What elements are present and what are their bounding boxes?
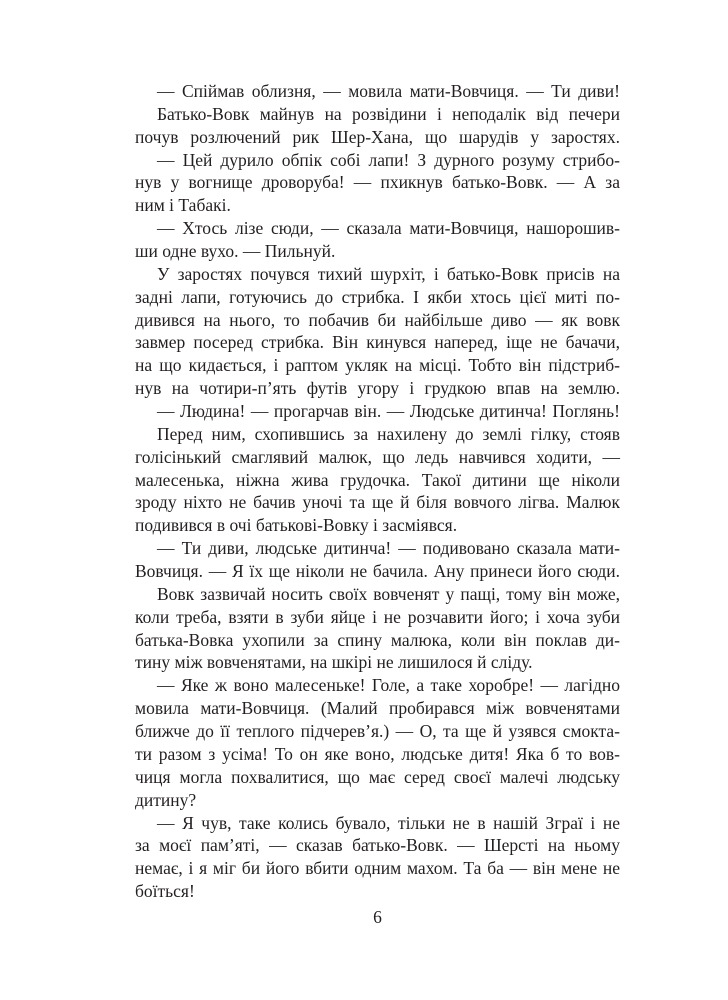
paragraph	[135, 263, 620, 400]
paragraph	[135, 149, 620, 218]
text-line: почув розлючений рик Шер-Хана, що шарудів у заростях.	[135, 126, 620, 147]
paragraph	[135, 80, 620, 103]
text-line: боїться!	[135, 881, 195, 902]
text-line: завмер посеред стрибка. Він кинувся наперед, іще не бачачи,	[135, 332, 620, 353]
text-line: немає, і я міг би його вбити одним махом. Та ба — він мене не	[135, 858, 620, 879]
text-line: на що кидається, і раптом укляк на місці. Тобто він підстриб-	[135, 355, 620, 376]
paragraph	[135, 103, 620, 149]
text-line: мовила мати-Вовчиця. (Малий пробирався між вовченятами	[135, 698, 620, 719]
paragraph	[135, 812, 620, 903]
text-line: подивився в очі батькові-Вовку і засміявся.	[135, 515, 458, 536]
text-line: батька-Вовка ухопили за спину малюка, коли він поклав ди-	[135, 629, 620, 650]
text-line: тину між вовченятами, на шкірі не лишилося й сліду.	[135, 652, 533, 673]
text-line: ним і Табакі.	[135, 195, 231, 216]
text-line: — Яке ж воно малесеньке! Голе, а таке хоробре! — лагідно	[157, 675, 620, 696]
text-line: малесенька, ніжна жива грудочка. Такої дитини ще ніколи	[135, 469, 620, 490]
text-line: коли треба, взяти в зуби яйце і не розчавити його; і хоча зуби	[135, 606, 620, 627]
paragraph	[135, 423, 620, 537]
text-line: за моєї пам’яті, — сказав батько-Вовк. — Шерсті на ньому	[135, 835, 620, 856]
text-line: — Спіймав облизня, — мовила мати-Вовчиця. — Ти диви!	[157, 81, 620, 101]
paragraph	[135, 674, 620, 811]
text-line: голісінький смаглявий малюк, що ледь навчився ходити, —	[135, 446, 620, 467]
text-line: — Я чув, таке колись бувало, тільки не в нашій Зграї і не	[157, 812, 620, 833]
text-line: Перед ним, схопившись за нахилену до землі гілку, стояв	[157, 423, 620, 444]
text-line: — Ти диви, людське дитинча! — подивовано сказала мати-	[157, 538, 620, 559]
text-line: нув у вогнище дроворуба! — пхикнув батько-Вовк. — А за	[135, 172, 620, 193]
text-line: ти разом з усіма! То он яке воно, людське дитя! Яка б то вов-	[135, 743, 620, 764]
text-line: — Хтось лізе сюди, — сказала мати-Вовчиця, нашорошив-	[157, 218, 620, 239]
text-line: — Цей дурило обпік собі лапи! З дурного розуму стрибо-	[157, 149, 620, 170]
body-text	[135, 80, 620, 903]
paragraph	[135, 583, 620, 674]
text-line: дитину?	[135, 789, 197, 810]
text-line: Вовк зазвичай носить своїх вовченят у пащі, тому він може,	[157, 583, 620, 604]
text-line: Батько-Вовк майнув на розвідини і неподалік від печери	[157, 103, 620, 124]
paragraph	[135, 537, 620, 583]
text-line: дивився на нього, то побачив би найбільше диво — як вовк	[135, 309, 620, 330]
text-line: Вовчиця. — Я їх ще ніколи не бачила. Ану принеси його сюди.	[135, 561, 620, 582]
paragraph	[135, 400, 620, 423]
text-line: нув на чотири-п’ять футів угору і грудкою впав на землю.	[135, 378, 620, 399]
text-line: чиця могла похвалитися, що має серед своєї малечі людську	[135, 766, 620, 787]
text-line: — Людина! — прогарчав він. — Людське дитинча! Поглянь!	[157, 401, 620, 422]
paragraph	[135, 217, 620, 263]
text-line: ближче до її теплого підчерев’я.) — О, та ще й узявся смокта-	[135, 721, 620, 742]
page-number: 6	[373, 907, 382, 927]
text-line: задні лапи, готуючись до стрибка. І якби хтось цієї миті по-	[135, 286, 620, 307]
text-line: ши одне вухо. — Пильнуй.	[135, 241, 336, 262]
text-line: зроду ніхто не бачив уночі та ще й біля вовчого лігва. Малюк	[135, 492, 620, 513]
text-line: У заростях почувся тихий шурхіт, і батько-Вовк присів на	[157, 263, 620, 284]
